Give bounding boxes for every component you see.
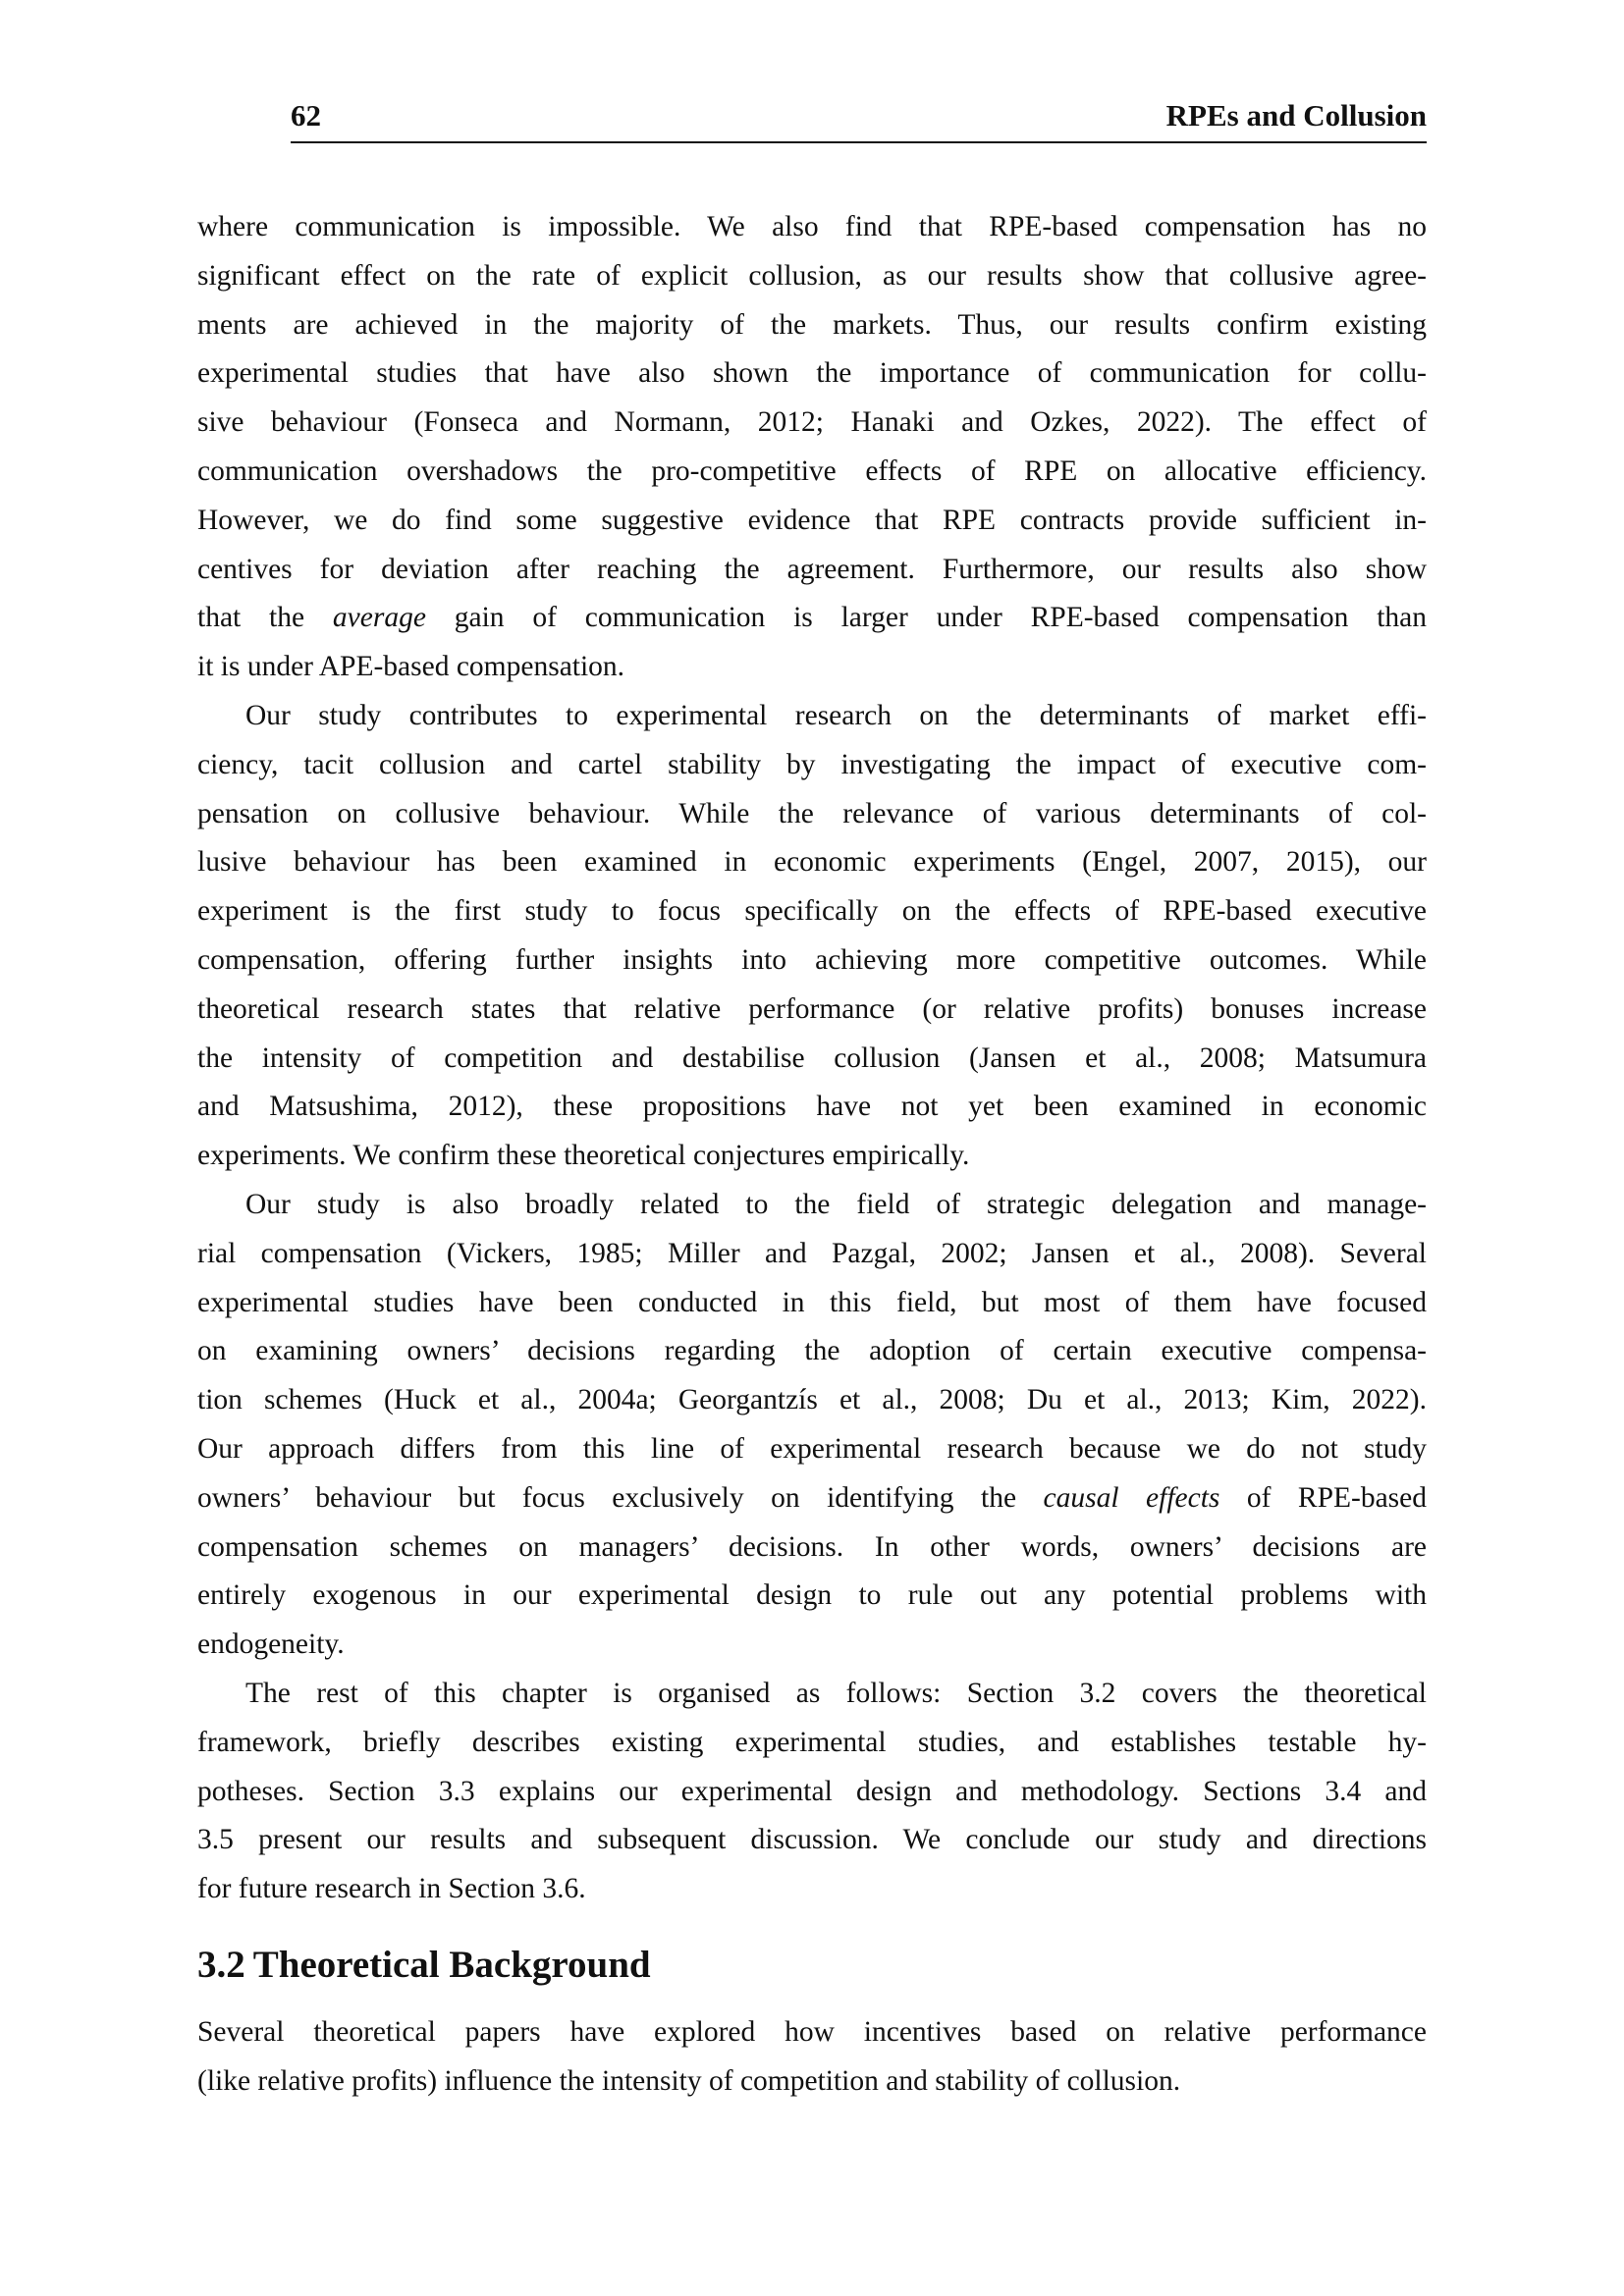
- text-run: entirely exogenous in our experimental design to rule out any potential problems with: [197, 1579, 1427, 1612]
- text-line: [197, 2057, 1427, 2107]
- text-run: centives for deviation after reaching the agreement. Furthermore, our results also show: [197, 553, 1427, 585]
- text-line: [197, 252, 1427, 301]
- text-run: The rest of this chapter is organised as follows: Section 3.2 covers the theoretical: [245, 1677, 1427, 1709]
- paragraph: [197, 1670, 1427, 1914]
- text-run: experiment is the first study to focus specifically on the effects of RPE-based executive: [197, 895, 1427, 928]
- section-title: Theoretical Background: [252, 1944, 651, 1986]
- paragraph: [197, 692, 1427, 1181]
- text-run: rial compensation (Vickers, 1985; Miller and Pazgal, 2002; Jansen et al., 2008). Several: [197, 1237, 1427, 1269]
- emphasis-text: average: [332, 602, 426, 634]
- page-number: 62: [291, 98, 321, 133]
- text-line: [197, 301, 1427, 350]
- paragraph: [197, 2008, 1427, 2107]
- text-run: pensation on collusive behaviour. While the relevance of various determinants of col-: [197, 797, 1427, 829]
- text-line: [197, 1230, 1427, 1279]
- text-line: [197, 643, 1427, 692]
- text-run: framework, briefly describes existing experimental studies, and establishes testable hy-: [197, 1726, 1427, 1758]
- emphasis-text: causal effects: [1043, 1481, 1220, 1514]
- text-line: [197, 203, 1427, 252]
- text-run: lusive behaviour has been examined in economic experiments (Engel, 2007, 2015), our: [197, 846, 1427, 879]
- text-run: for future research in Section 3.6.: [197, 1873, 586, 1905]
- text-line: [197, 1327, 1427, 1376]
- text-run: ments are achieved in the majority of the markets. Thus, our results confirm existing: [197, 308, 1427, 341]
- text-run: on examining owners’ decisions regarding the adoption of certain executive compensa-: [197, 1335, 1427, 1367]
- text-line: [197, 790, 1427, 839]
- text-run: endogeneity.: [197, 1629, 345, 1661]
- text-run: However, we do find some suggestive evidence that RPE contracts provide sufficient in-: [197, 504, 1427, 536]
- text-run: Our study contributes to experimental research on the determinants of market effi-: [245, 699, 1427, 731]
- text-run: sive behaviour (Fonseca and Normann, 2012; Hanaki and Ozkes, 2022). The effect of: [197, 406, 1427, 439]
- text-line: [197, 399, 1427, 448]
- text-line: [197, 838, 1427, 887]
- text-line: [197, 448, 1427, 497]
- text-run: where communication is impossible. We also find that RPE-based compensation has no: [197, 211, 1427, 242]
- text-line: [197, 936, 1427, 986]
- text-line: [197, 1572, 1427, 1621]
- text-run: Our approach differs from this line of experimental research because we do not study: [197, 1432, 1427, 1465]
- text-run: experimental studies that have also shown the importance of communication for collu-: [197, 357, 1427, 390]
- text-line: [197, 1670, 1427, 1719]
- running-title: RPEs and Collusion: [1165, 98, 1427, 133]
- text-run: 3.5 present our results and subsequent discussion. We conclude our study and directions: [197, 1824, 1427, 1856]
- text-line: [197, 1083, 1427, 1132]
- text-line: [197, 1719, 1427, 1768]
- text-run: Our study is also broadly related to the field of strategic delegation and manage-: [245, 1188, 1427, 1220]
- section-number: 3.2: [197, 1944, 245, 1986]
- text-run: of RPE-based: [1219, 1481, 1427, 1514]
- text-run: experiments. We confirm these theoretical conjectures empirically.: [197, 1140, 970, 1172]
- text-line: [197, 1181, 1427, 1230]
- paragraph: [197, 1181, 1427, 1670]
- text-line: [197, 887, 1427, 936]
- text-line: [197, 1035, 1427, 1084]
- running-head: [291, 96, 1427, 135]
- text-run: the intensity of competition and destabilise collusion (Jansen et al., 2008; Matsumura: [197, 1041, 1427, 1074]
- text-line: [197, 2008, 1427, 2057]
- text-line: [197, 692, 1427, 741]
- text-run: significant effect on the rate of explicit collusion, as our results show that collusive agree-: [197, 259, 1427, 292]
- intro-body: [197, 203, 1427, 1914]
- text-line: [197, 1376, 1427, 1425]
- text-run: Several theoretical papers have explored how incentives based on relative performance: [197, 2016, 1427, 2048]
- paragraph: [197, 203, 1427, 692]
- text-line: [197, 1425, 1427, 1474]
- text-line: [197, 1865, 1427, 1914]
- text-run: compensation schemes on managers’ decisions. In other words, owners’ decisions are: [197, 1530, 1427, 1563]
- text-run: owners’ behaviour but focus exclusively on identifying the: [197, 1481, 1044, 1514]
- text-line: [197, 1279, 1427, 1328]
- text-run: tion schemes (Huck et al., 2004a; Georgantzís et al., 2008; Du et al., 2013; Kim, 2022).: [197, 1384, 1427, 1416]
- text-run: ciency, tacit collusion and cartel stability by investigating the impact of executive com-: [197, 748, 1427, 780]
- text-line: [197, 1474, 1427, 1523]
- text-run: theoretical research states that relative performance (or relative profits) bonuses increase: [197, 992, 1427, 1025]
- section-heading: [197, 1944, 651, 1987]
- text-run: potheses. Section 3.3 explains our experimental design and methodology. Sections 3.4 and: [197, 1775, 1427, 1807]
- text-run: and Matsushima, 2012), these propositions have not yet been examined in economic: [197, 1091, 1427, 1123]
- text-run: it is under APE-based compensation.: [197, 651, 625, 683]
- section-body: [197, 2008, 1427, 2107]
- text-run: gain of communication is larger under RPE-based compensation than: [425, 602, 1427, 634]
- text-run: (like relative profits) influence the intensity of competition and stability of collusion.: [197, 2064, 1181, 2097]
- text-line: [197, 741, 1427, 790]
- text-run: communication overshadows the pro-competitive effects of RPE on allocative efficiency.: [197, 454, 1427, 487]
- text-line: [197, 594, 1427, 643]
- text-line: [197, 1816, 1427, 1865]
- text-line: [197, 349, 1427, 399]
- text-run: compensation, offering further insights into achieving more competitive outcomes. While: [197, 943, 1427, 976]
- text-line: [197, 1523, 1427, 1573]
- text-run: experimental studies have been conducted in this field, but most of them have focused: [197, 1286, 1427, 1318]
- text-line: [197, 546, 1427, 595]
- text-line: [197, 497, 1427, 546]
- text-run: that the: [197, 602, 333, 634]
- text-line: [197, 1768, 1427, 1817]
- text-line: [197, 986, 1427, 1035]
- header-rule: [291, 141, 1427, 143]
- text-line: [197, 1132, 1427, 1181]
- text-line: [197, 1621, 1427, 1670]
